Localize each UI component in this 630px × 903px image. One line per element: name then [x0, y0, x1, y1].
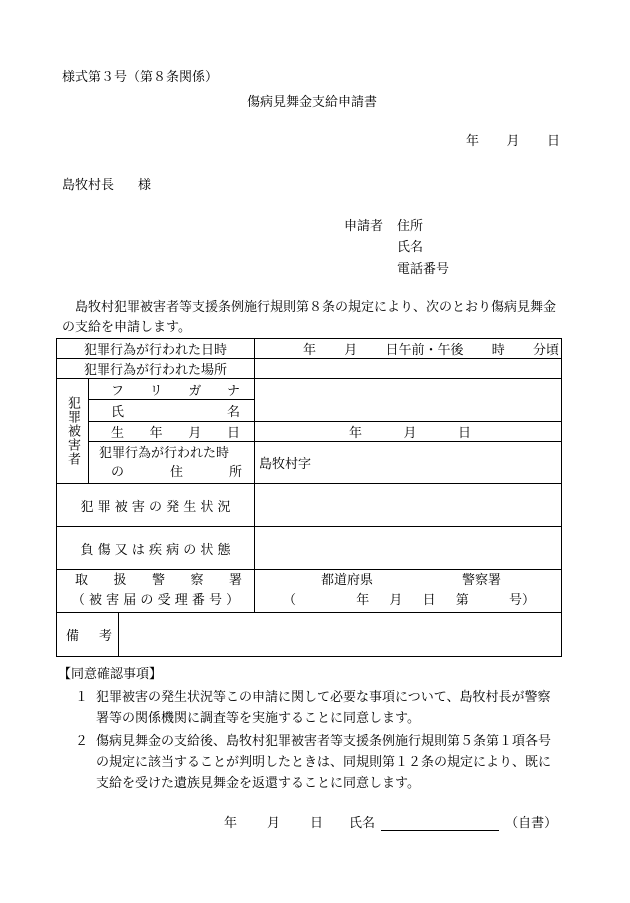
consent-section — [58, 664, 562, 794]
police-receipt-part: 月 — [389, 593, 403, 608]
application-table — [56, 338, 562, 657]
consent-item-text: 傷病見舞金の支給後、島牧村犯罪被害者等支援条例施行規則第５条第１項各号の規定に該当することが判明したときは、同規則第１２条の規定により、既に支給を受けた遺族見舞金を返還することに同意します。 — [96, 734, 552, 791]
police-station: 警察署 — [462, 573, 502, 588]
birth-char: 月 — [188, 426, 202, 441]
address-label-char: 住 — [170, 464, 184, 480]
birth-char: 年 — [149, 426, 163, 441]
situation-label: 犯 罪 被 害 の 発 生 状 況 — [57, 484, 255, 527]
victim-name-field[interactable] — [255, 379, 562, 422]
date-day: 日 — [546, 134, 560, 149]
birth-year: 年 — [349, 426, 363, 441]
address-label-line1: 犯罪行為が行われた時 — [99, 445, 230, 461]
sig-month: 月 — [267, 816, 281, 831]
furigana-char: リ — [149, 383, 163, 399]
furigana-label — [89, 379, 255, 400]
furigana-char: ナ — [226, 383, 240, 399]
signature-line — [224, 812, 557, 831]
consent-item — [62, 687, 562, 729]
birth-month: 月 — [403, 426, 417, 441]
consent-item — [62, 731, 562, 794]
consent-item-number: １ — [74, 690, 88, 705]
injury-field[interactable] — [255, 527, 562, 570]
row-birth — [57, 422, 562, 442]
birth-field[interactable] — [255, 422, 562, 442]
consent-item-number: ２ — [74, 734, 88, 749]
sig-self-write-note: （自書） — [505, 816, 558, 831]
police-char: 警 — [152, 573, 166, 588]
date-year: 年 — [466, 134, 480, 149]
address-label — [89, 442, 255, 484]
victim-group-text: 犯罪被害者 — [65, 396, 80, 466]
address-label-char: の — [111, 464, 125, 480]
name-char: 氏 — [111, 405, 125, 420]
name-char: 名 — [227, 405, 241, 420]
sig-name-label: 氏名 — [349, 816, 376, 831]
dt-minute: 分頃 — [533, 343, 560, 358]
applicant-phone: 電話番号 — [397, 262, 450, 277]
date-month: 月 — [506, 134, 520, 149]
row-crime-place — [57, 359, 562, 379]
dt-month: 月 — [344, 343, 358, 358]
addressee-name: 島牧村長 — [62, 178, 115, 193]
furigana-char: ガ — [188, 383, 202, 399]
row-crime-datetime — [57, 339, 562, 359]
remarks-char: 備 — [66, 629, 80, 644]
sig-day: 日 — [310, 816, 324, 831]
sig-name-field[interactable] — [381, 816, 499, 831]
police-char: 扱 — [113, 573, 127, 588]
remarks-row — [57, 613, 562, 657]
applicant-name: 氏名 — [397, 240, 424, 255]
birth-label — [89, 422, 255, 442]
row-situation — [57, 484, 562, 527]
police-receipt-part: 日 — [422, 593, 436, 608]
dt-hour: 時 — [491, 343, 505, 358]
police-label-receipt: （ 被 害 届 の 受 理 番 号 ） — [71, 593, 240, 608]
remarks-char: 考 — [98, 629, 112, 644]
consent-item-text: 犯罪被害の発生状況等この申請に関して必要な事項について、島牧村長が警察署等の関係機関に調査等を実施することに同意します。 — [96, 690, 551, 726]
addressee — [62, 174, 151, 193]
addressee-honorific: 様 — [138, 178, 152, 193]
police-receipt-part: 年 — [356, 593, 370, 608]
victim-group-label — [57, 379, 89, 484]
remarks-field[interactable] — [119, 613, 561, 656]
name-label — [89, 400, 255, 422]
address-field[interactable] — [255, 442, 562, 484]
police-char: 取 — [75, 573, 89, 588]
police-label — [57, 570, 255, 613]
row-police — [57, 570, 562, 613]
dt-ampm: 日午前・午後 — [385, 343, 464, 358]
remarks-label — [57, 613, 119, 656]
crime-place-field[interactable] — [255, 359, 562, 379]
birth-day: 日 — [458, 426, 472, 441]
row-address — [57, 442, 562, 484]
crime-datetime-label: 犯罪行為が行われた日時 — [57, 339, 255, 359]
police-char: 察 — [190, 573, 204, 588]
row-remarks — [57, 613, 562, 657]
police-receipt-part: 号） — [508, 593, 535, 608]
police-char: 署 — [229, 573, 243, 588]
address-label-char: 所 — [229, 464, 243, 480]
intro-text: 島牧村犯罪被害者等支援条例施行規則第８条の規定により、次のとおり傷病見舞金の支給を申請します。 — [62, 300, 557, 335]
row-furigana — [57, 379, 562, 400]
date-line — [466, 130, 560, 149]
police-prefecture: 都道府県 — [321, 573, 374, 588]
crime-datetime-field[interactable] — [255, 339, 562, 359]
sig-year: 年 — [224, 816, 238, 831]
birth-char: 生 — [111, 426, 125, 441]
police-receipt-part: 第 — [455, 593, 469, 608]
situation-field[interactable] — [255, 484, 562, 527]
form-title: 傷病見舞金支給申請書 — [247, 95, 378, 110]
form-number: 様式第３号（第８条関係） — [62, 70, 219, 85]
address-prefix: 島牧村字 — [259, 457, 312, 472]
police-receipt-part: （ — [283, 593, 297, 608]
furigana-char: フ — [111, 383, 125, 399]
dt-year: 年 — [303, 343, 317, 358]
crime-place-label: 犯罪行為が行われた場所 — [57, 359, 255, 379]
row-injury — [57, 527, 562, 570]
injury-label: 負 傷 又 は 疾 病 の 状 態 — [57, 527, 255, 570]
consent-heading: 【同意確認事項】 — [58, 667, 163, 682]
police-field[interactable] — [255, 570, 562, 613]
applicant-label: 申請者 — [344, 219, 384, 234]
birth-char: 日 — [226, 426, 240, 441]
applicant-address: 住所 — [397, 219, 424, 234]
